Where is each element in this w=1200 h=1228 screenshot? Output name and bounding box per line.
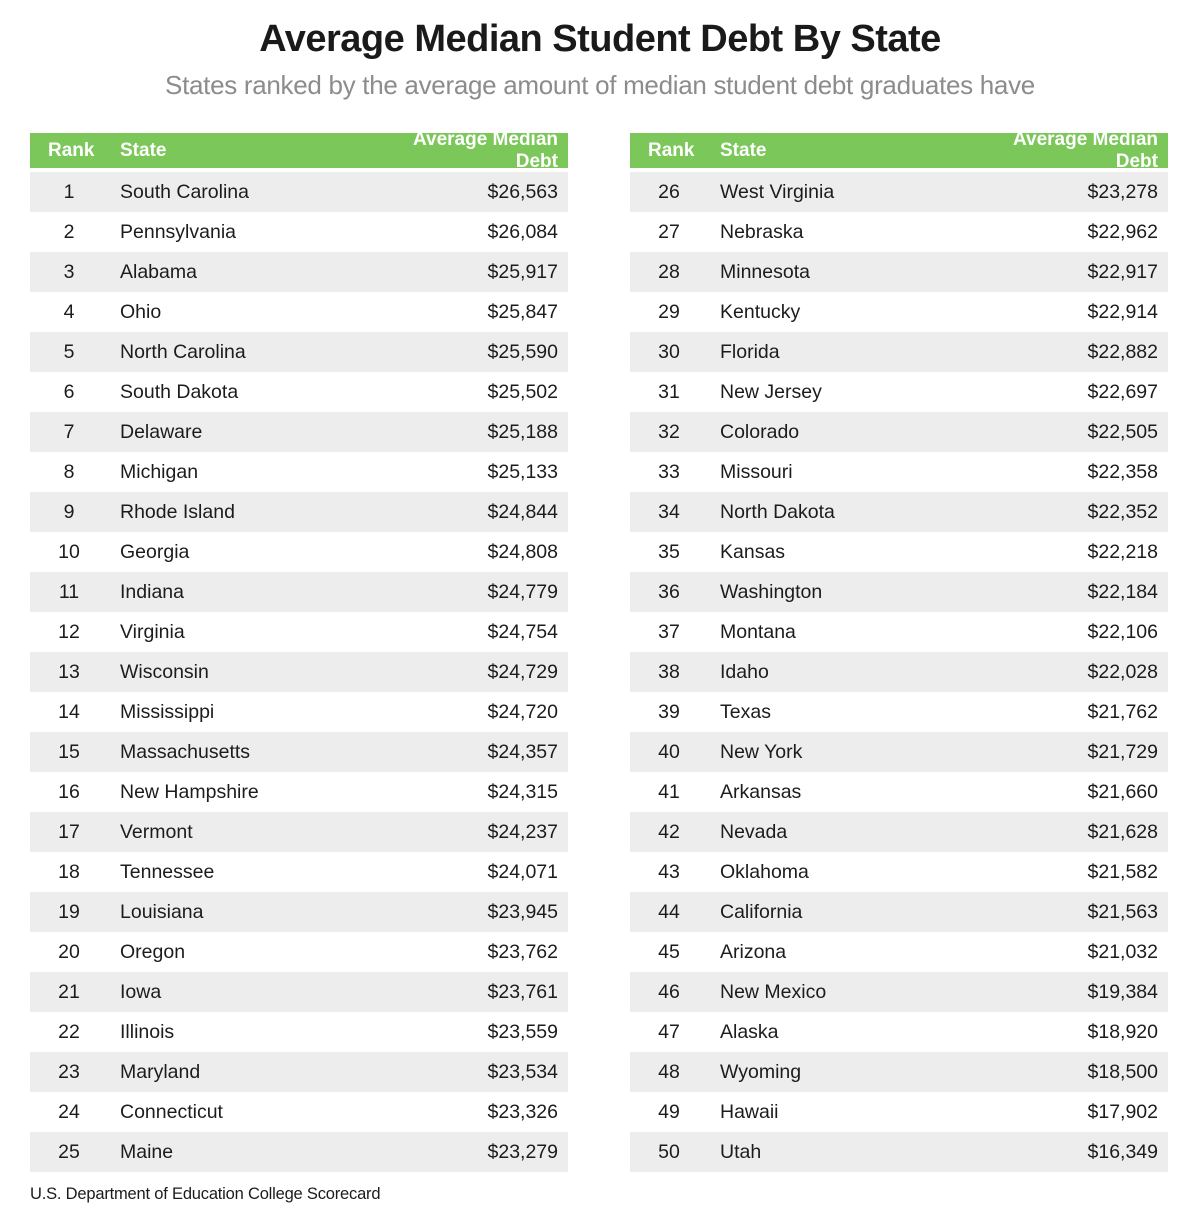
rank-cell: 7 xyxy=(63,420,75,443)
state-cell: Florida xyxy=(720,340,780,363)
debt-cell: $26,084 xyxy=(487,220,558,243)
state-cell: Alaska xyxy=(720,1020,779,1043)
debt-cell: $24,071 xyxy=(487,860,558,883)
state-cell: Wyoming xyxy=(720,1060,802,1083)
debt-cell: $21,628 xyxy=(1087,820,1158,843)
state-cell: South Carolina xyxy=(120,180,249,203)
debt-cell: $21,660 xyxy=(1087,780,1158,803)
debt-cell: $23,279 xyxy=(487,1140,558,1163)
debt-cell: $21,729 xyxy=(1087,740,1158,763)
table-body-right xyxy=(630,172,1168,1172)
table-row xyxy=(630,692,1168,732)
table-row xyxy=(30,292,568,332)
debt-cell: $16,349 xyxy=(1087,1140,1158,1163)
state-cell: Oklahoma xyxy=(720,860,809,883)
table-row xyxy=(630,212,1168,252)
debt-cell: $24,720 xyxy=(487,700,558,723)
rank-cell: 26 xyxy=(658,180,680,203)
state-cell: Utah xyxy=(720,1140,762,1163)
state-cell: Washington xyxy=(720,580,823,603)
table-row xyxy=(30,892,568,932)
table-row xyxy=(30,332,568,372)
state-cell: South Dakota xyxy=(120,380,239,403)
table-row xyxy=(30,852,568,892)
rank-cell: 50 xyxy=(658,1140,680,1163)
rank-cell: 9 xyxy=(63,500,75,523)
state-cell: Maine xyxy=(120,1140,174,1163)
state-cell: Vermont xyxy=(120,820,193,843)
table-row xyxy=(30,1052,568,1092)
rank-cell: 20 xyxy=(58,940,80,963)
table-row xyxy=(630,492,1168,532)
tables-container xyxy=(30,128,1168,1172)
rank-cell: 32 xyxy=(658,420,680,443)
debt-cell: $26,563 xyxy=(487,180,558,203)
state-cell: California xyxy=(720,900,803,923)
table-row xyxy=(630,732,1168,772)
rank-cell: 41 xyxy=(658,780,680,803)
table-row xyxy=(630,452,1168,492)
rank-cell: 11 xyxy=(58,580,80,603)
column-header-rank: Rank xyxy=(48,139,95,161)
table-row xyxy=(630,1132,1168,1172)
debt-cell: $21,032 xyxy=(1087,940,1158,963)
debt-cell: $23,326 xyxy=(487,1100,558,1123)
rank-cell: 47 xyxy=(658,1020,680,1043)
rank-cell: 30 xyxy=(658,340,680,363)
rank-cell: 44 xyxy=(658,900,680,923)
state-cell: Idaho xyxy=(720,660,769,683)
state-cell: New Jersey xyxy=(720,380,822,403)
table-row xyxy=(630,372,1168,412)
table-body-left xyxy=(30,172,568,1172)
state-cell: Massachusetts xyxy=(120,740,251,763)
table-row xyxy=(630,772,1168,812)
table-row xyxy=(30,772,568,812)
column-header-debt: Average Median Debt xyxy=(412,128,558,172)
debt-cell: $22,358 xyxy=(1087,460,1158,483)
debt-cell: $24,808 xyxy=(487,540,558,563)
rank-cell: 4 xyxy=(63,300,75,323)
rank-cell: 43 xyxy=(658,860,680,883)
state-cell: New Hampshire xyxy=(120,780,259,803)
debt-cell: $22,917 xyxy=(1087,260,1158,283)
debt-cell: $22,218 xyxy=(1087,540,1158,563)
state-cell: Arizona xyxy=(720,940,787,963)
debt-cell: $18,500 xyxy=(1087,1060,1158,1083)
debt-cell: $25,188 xyxy=(487,420,558,443)
table-row xyxy=(30,1132,568,1172)
table-row xyxy=(630,652,1168,692)
rank-cell: 13 xyxy=(58,660,80,683)
table-row xyxy=(30,372,568,412)
rank-cell: 6 xyxy=(63,380,75,403)
table-row xyxy=(30,932,568,972)
table-row xyxy=(30,572,568,612)
rank-cell: 5 xyxy=(63,340,75,363)
state-cell: Delaware xyxy=(120,420,203,443)
column-header-rank: Rank xyxy=(648,139,695,161)
debt-cell: $25,590 xyxy=(487,340,558,363)
debt-cell: $23,762 xyxy=(487,940,558,963)
debt-cell: $21,563 xyxy=(1087,900,1158,923)
rank-cell: 10 xyxy=(58,540,80,563)
state-cell: Connecticut xyxy=(120,1100,223,1123)
debt-cell: $17,902 xyxy=(1087,1100,1158,1123)
debt-cell: $22,914 xyxy=(1087,300,1158,323)
column-header-state: State xyxy=(120,139,167,161)
rank-cell: 14 xyxy=(58,700,80,723)
rank-cell: 23 xyxy=(58,1060,80,1083)
rank-cell: 31 xyxy=(658,380,680,403)
table-row xyxy=(630,612,1168,652)
debt-cell: $23,761 xyxy=(487,980,558,1003)
debt-cell: $24,237 xyxy=(487,820,558,843)
table-row xyxy=(630,252,1168,292)
column-header-state: State xyxy=(720,139,767,161)
debt-cell: $24,754 xyxy=(487,620,558,643)
rank-cell: 1 xyxy=(63,180,75,203)
table-row xyxy=(630,892,1168,932)
rank-cell: 39 xyxy=(658,700,680,723)
state-cell: Maryland xyxy=(120,1060,201,1083)
rank-cell: 34 xyxy=(658,500,680,523)
debt-cell: $22,697 xyxy=(1087,380,1158,403)
rank-cell: 27 xyxy=(658,220,680,243)
rank-cell: 42 xyxy=(658,820,680,843)
debt-cell: $23,559 xyxy=(487,1020,558,1043)
debt-cell: $24,779 xyxy=(487,580,558,603)
debt-cell: $22,505 xyxy=(1087,420,1158,443)
state-cell: Nebraska xyxy=(720,220,804,243)
debt-cell: $21,582 xyxy=(1087,860,1158,883)
state-cell: Rhode Island xyxy=(120,500,235,523)
rank-cell: 35 xyxy=(658,540,680,563)
state-cell: Hawaii xyxy=(720,1100,779,1123)
state-cell: West Virginia xyxy=(720,180,835,203)
rank-cell: 17 xyxy=(58,820,80,843)
debt-cell: $24,729 xyxy=(487,660,558,683)
state-cell: Iowa xyxy=(120,980,162,1003)
debt-cell: $23,278 xyxy=(1087,180,1158,203)
rank-cell: 8 xyxy=(63,460,75,483)
state-cell: Nevada xyxy=(720,820,788,843)
table-row xyxy=(630,972,1168,1012)
table-row xyxy=(30,652,568,692)
debt-cell: $21,762 xyxy=(1087,700,1158,723)
state-cell: North Carolina xyxy=(120,340,246,363)
page-title: Average Median Student Debt By State xyxy=(259,18,941,60)
rank-cell: 37 xyxy=(658,620,680,643)
debt-table-ranks-1-25 xyxy=(30,128,568,1172)
table-row xyxy=(30,692,568,732)
table-row xyxy=(30,252,568,292)
debt-cell: $24,315 xyxy=(487,780,558,803)
source-note: U.S. Department of Education College Scorecard xyxy=(30,1185,381,1203)
debt-cell: $25,502 xyxy=(487,380,558,403)
table-row xyxy=(30,812,568,852)
rank-cell: 29 xyxy=(658,300,680,323)
state-cell: New Mexico xyxy=(720,980,827,1003)
table-row xyxy=(30,1092,568,1132)
state-cell: Montana xyxy=(720,620,796,643)
table-row xyxy=(30,172,568,212)
rank-cell: 24 xyxy=(58,1100,80,1123)
table-header xyxy=(630,128,1168,172)
state-cell: Michigan xyxy=(120,460,199,483)
table-row xyxy=(30,972,568,1012)
state-cell: Alabama xyxy=(120,260,197,283)
rank-cell: 22 xyxy=(58,1020,80,1043)
table-row xyxy=(630,932,1168,972)
state-cell: New York xyxy=(720,740,803,763)
column-header-debt: Average Median Debt xyxy=(1012,128,1158,172)
table-row xyxy=(630,852,1168,892)
rank-cell: 48 xyxy=(658,1060,680,1083)
debt-cell: $23,534 xyxy=(487,1060,558,1083)
state-cell: Missouri xyxy=(720,460,793,483)
state-cell: Arkansas xyxy=(720,780,802,803)
state-cell: Colorado xyxy=(720,420,800,443)
state-cell: Pennsylvania xyxy=(120,220,236,243)
state-cell: Tennessee xyxy=(120,860,215,883)
state-cell: Louisiana xyxy=(120,900,204,923)
rank-cell: 16 xyxy=(58,780,80,803)
rank-cell: 36 xyxy=(658,580,680,603)
state-cell: Kentucky xyxy=(720,300,801,323)
table-row xyxy=(630,1052,1168,1092)
debt-cell: $25,847 xyxy=(487,300,558,323)
table-row xyxy=(630,292,1168,332)
table-row xyxy=(30,452,568,492)
rank-cell: 46 xyxy=(658,980,680,1003)
rank-cell: 12 xyxy=(58,620,80,643)
debt-cell: $19,384 xyxy=(1087,980,1158,1003)
table-row xyxy=(30,1012,568,1052)
debt-cell: $25,133 xyxy=(487,460,558,483)
rank-cell: 21 xyxy=(58,980,80,1003)
rank-cell: 45 xyxy=(658,940,680,963)
debt-cell: $22,352 xyxy=(1087,500,1158,523)
rank-cell: 40 xyxy=(658,740,680,763)
table-row xyxy=(30,612,568,652)
state-cell: Minnesota xyxy=(720,260,810,283)
table-row xyxy=(30,212,568,252)
rank-cell: 19 xyxy=(58,900,80,923)
table-row xyxy=(30,732,568,772)
state-cell: Illinois xyxy=(120,1020,175,1043)
table-row xyxy=(630,412,1168,452)
debt-cell: $23,945 xyxy=(487,900,558,923)
debt-cell: $22,106 xyxy=(1087,620,1158,643)
rank-cell: 28 xyxy=(658,260,680,283)
rank-cell: 25 xyxy=(58,1140,80,1163)
table-row xyxy=(30,412,568,452)
state-cell: Georgia xyxy=(120,540,190,563)
debt-cell: $22,962 xyxy=(1087,220,1158,243)
state-cell: North Dakota xyxy=(720,500,835,523)
state-cell: Oregon xyxy=(120,940,186,963)
debt-table-ranks-26-50 xyxy=(630,128,1168,1172)
rank-cell: 33 xyxy=(658,460,680,483)
rank-cell: 38 xyxy=(658,660,680,683)
state-cell: Texas xyxy=(720,700,771,723)
rank-cell: 2 xyxy=(63,220,75,243)
debt-cell: $24,357 xyxy=(487,740,558,763)
page-subtitle: States ranked by the average amount of median student debt graduates have xyxy=(165,69,1035,100)
table-row xyxy=(30,492,568,532)
table-row xyxy=(630,1012,1168,1052)
table-row xyxy=(630,572,1168,612)
state-cell: Wisconsin xyxy=(120,660,209,683)
debt-cell: $22,184 xyxy=(1087,580,1158,603)
debt-cell: $22,882 xyxy=(1087,340,1158,363)
table-row xyxy=(630,812,1168,852)
table-header xyxy=(30,128,568,172)
table-row xyxy=(30,532,568,572)
table-row xyxy=(630,332,1168,372)
state-cell: Virginia xyxy=(120,620,185,643)
rank-cell: 49 xyxy=(658,1100,680,1123)
debt-cell: $25,917 xyxy=(487,260,558,283)
rank-cell: 3 xyxy=(63,260,75,283)
rank-cell: 18 xyxy=(58,860,80,883)
table-row xyxy=(630,172,1168,212)
debt-cell: $24,844 xyxy=(487,500,558,523)
state-cell: Kansas xyxy=(720,540,786,563)
rank-cell: 15 xyxy=(58,740,80,763)
state-cell: Mississippi xyxy=(120,700,215,723)
state-cell: Ohio xyxy=(120,300,162,323)
state-cell: Indiana xyxy=(120,580,184,603)
table-row xyxy=(630,532,1168,572)
debt-cell: $18,920 xyxy=(1087,1020,1158,1043)
table-row xyxy=(630,1092,1168,1132)
debt-cell: $22,028 xyxy=(1087,660,1158,683)
